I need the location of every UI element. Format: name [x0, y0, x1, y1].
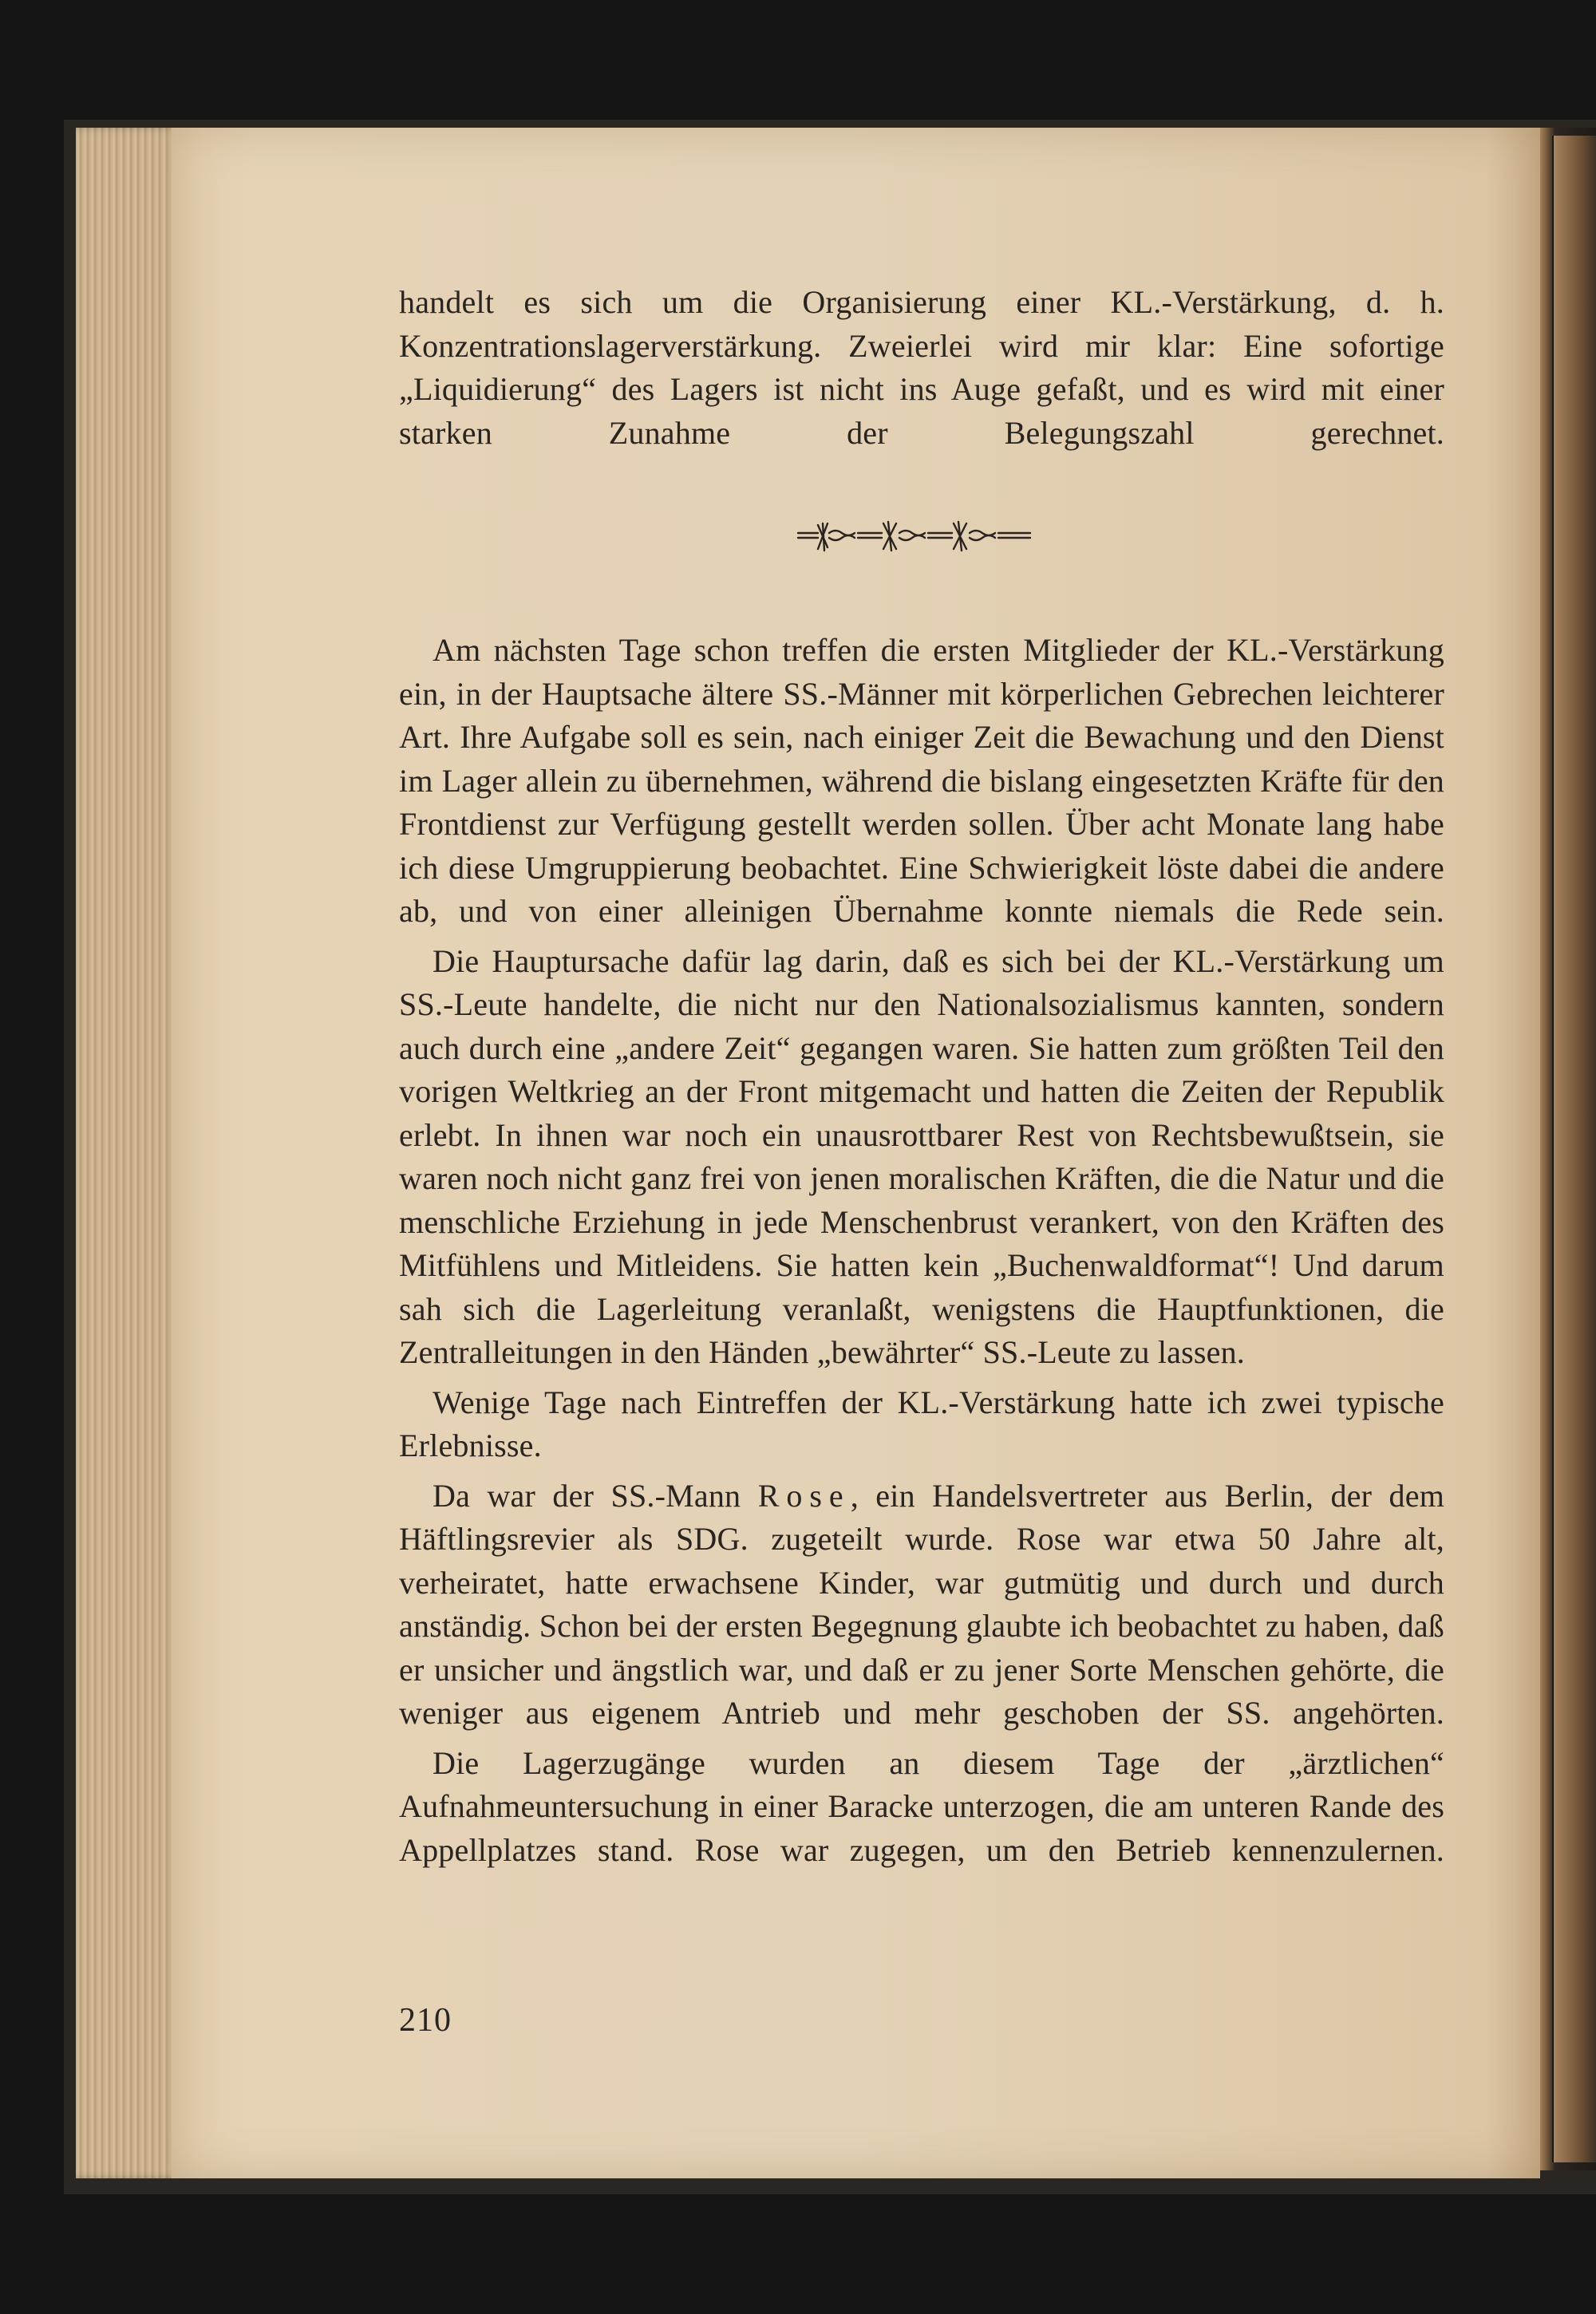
paragraph-2: Am nächsten Tage schon treffen die ersten Mitglieder der KL.-Verstärkung ein, in der Hauptsache ältere SS.-Männer mit körperlichen Gebrechen leichterer Art. Ihre Aufgabe soll es sein, nach einiger Zeit die Bewachung und den Dienst im Lager allein zu übernehmen, während die bislang eingesetzten Kräfte für den Frontdienst zur Verfügung gestellt werden sollen. Über acht Monate lang habe ich diese Umgruppierung beobachtet. Eine Schwierigkeit löste dabei die andere ab, und von einer alleinigen Übernahme konnte niemals die Rede sein. — [399, 632, 1444, 929]
paragraph-5 — [399, 1475, 1444, 1736]
paragraph-4: Wenige Tage nach Eintreffen der KL.-Verstärkung hatte ich zwei typische Erlebnisse. — [399, 1384, 1444, 1463]
paragraph-6: Die Lagerzugänge wurden an diesem Tage der „ärztlichen“ Aufnahmeuntersuchung in einer Baracke unterzogen, die am unteren Rande des Appellplatzes stand. Rose war zugegen, um den Betrieb kennenzulernen. — [399, 1744, 1444, 1868]
page-edges — [76, 128, 180, 2178]
name-rose: Rose — [757, 1477, 851, 1514]
paragraph-5-start: Da war der SS.-Mann — [433, 1477, 741, 1514]
paragraph-3: Die Hauptursache dafür lag darin, daß es sich bei der KL.-Verstärkung um SS.-Leute handelte, die nicht nur den Nationalsozialismus kannten, sondern auch durch eine „andere Zeit“ gegangen waren. Sie hatten zum größten Teil den vorigen Weltkrieg an der Front mitgemacht und hatten die Zeiten der Republik erlebt. In ihnen war noch ein unausrottbarer Rest von Rechtsbewußtsein, sie waren noch nicht ganz frei von jenen moralischen Kräften, die die Natur und die menschliche Erziehung in jede Menschenbrust verankert, von den Kräften des Mitfühlens und Mitleidens. Sie hatten kein „Buchenwaldformat“! Und darum sah sich die Lagerleitung veranlaßt, wenigstens die Hauptfunktionen, die Zentralleitungen in den Händen „bewährter“ SS.-Leute zu lassen. — [399, 942, 1444, 1370]
paragraph-5-rest: , ein Handelsvertreter aus Berlin, der dem Häftlingsrevier als SDG. zugeteilt wurde. Rose war etwa 50 Jahre alt, verheiratet, hatte erwachsene Kinder, war gutmütig und durch und durch anständig. Schon bei der ersten Begegnung glaubte ich beobachtet zu haben, daß er unsicher und ängstlich war, und daß er zu jener Sorte Menschen gehörte, die weniger aus eigenem Antrieb und mehr geschoben der SS. angehörten. — [399, 1477, 1445, 1731]
page-number: 210 — [399, 2002, 452, 2039]
book-cover-edge — [1552, 136, 1596, 2162]
section-ornament — [794, 517, 1049, 554]
paragraph-1: handelt es sich um die Organisierung einer KL.-Verstärkung, d. h. Konzentrationslagerverstärkung. Zweierlei wird mir klar: Eine sofortige „Liquidierung“ des Lagers ist nicht ins Auge gefaßt, und es wird mit einer starken Zunahme der Belegungszahl gerechnet. — [399, 284, 1444, 451]
